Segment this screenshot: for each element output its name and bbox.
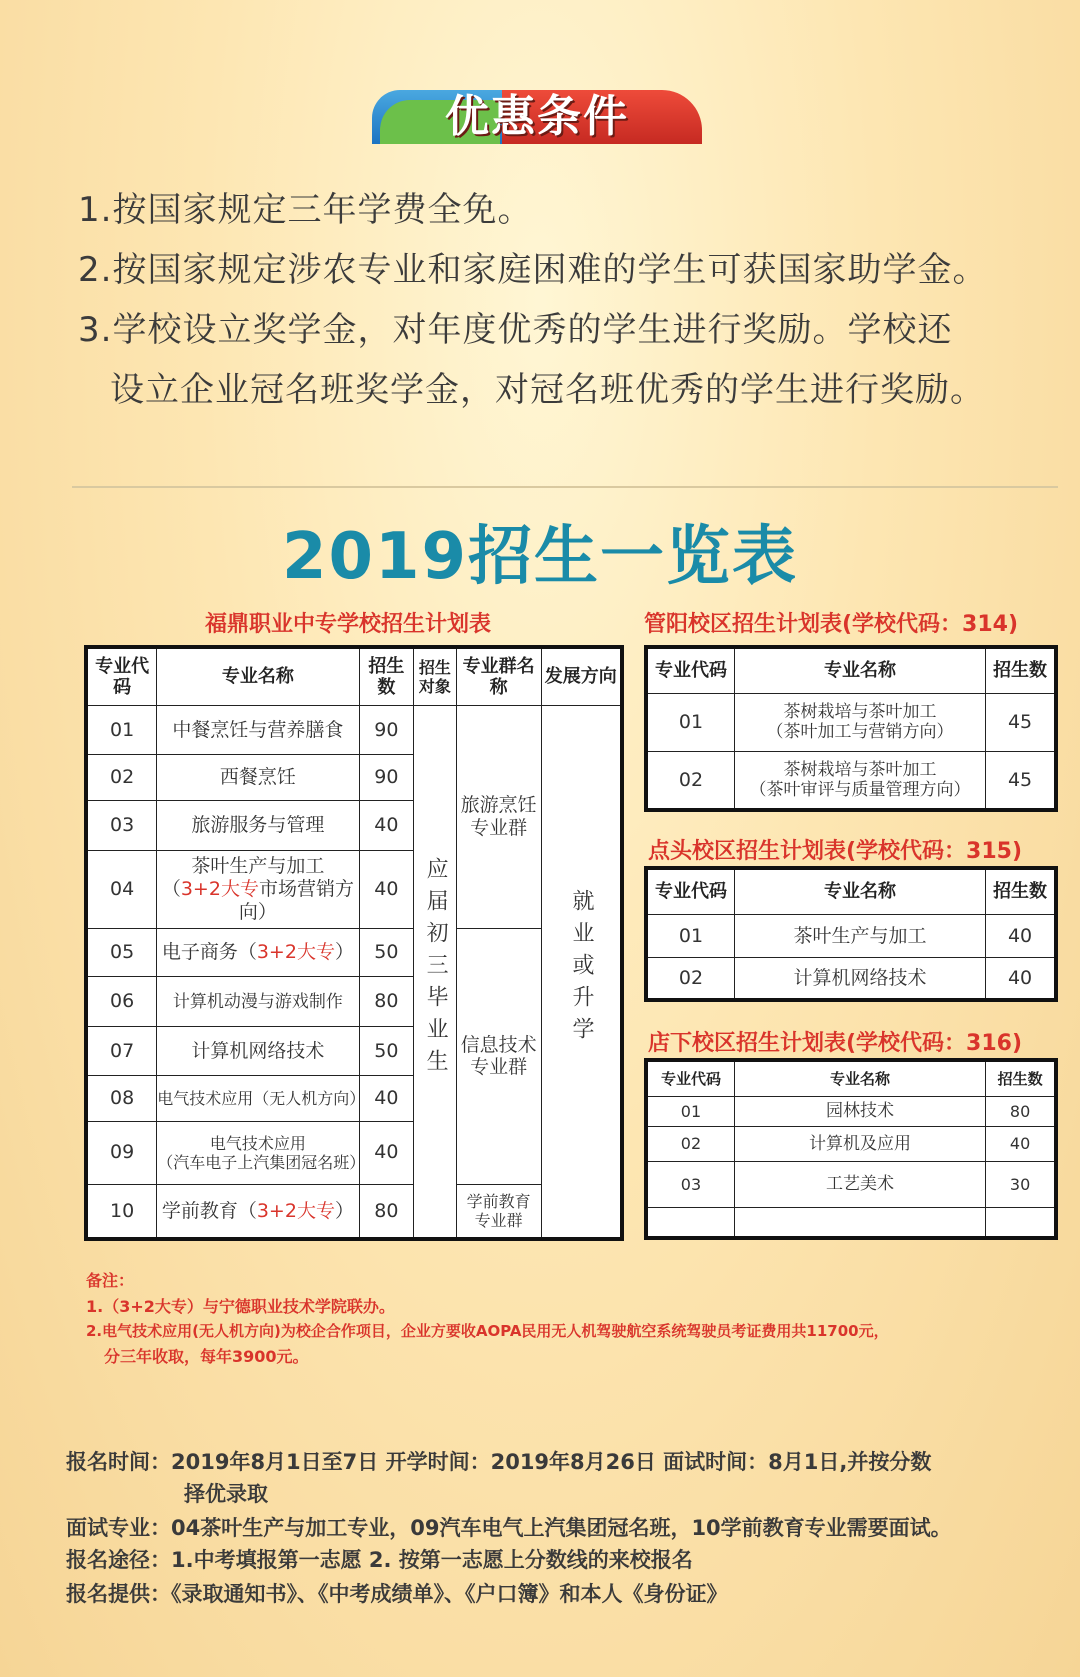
count-cell: 80 [986,1096,1056,1126]
name-cell: 园林技术 [734,1096,985,1126]
code-cell: 09 [86,1121,157,1184]
name-cell: 计算机网络技术 [734,957,985,1000]
code-cell: 05 [86,928,157,976]
name-paren: （ [161,878,181,901]
code-cell: 02 [646,1127,734,1161]
count-cell: 50 [359,1027,414,1075]
name-highlight: 3+2大专 [256,941,335,963]
name-highlight: 3+2大专 [180,878,259,901]
guanyang-plan-table [644,645,1058,812]
group-cell [456,928,541,1184]
code-cell: 06 [86,977,157,1027]
main-plan-table [84,645,624,1241]
main-table-title: 福鼎职业中专学校招生计划表 [205,612,492,637]
count-cell: 40 [359,851,414,929]
count-cell: 40 [359,1075,414,1121]
info-registration-method: 报名途径：1.中考填报第一志愿 2. 按第一志愿上分数线的来校报名 [66,1548,693,1572]
name-cell: 工艺美术 [734,1161,985,1208]
code-cell: 02 [646,957,734,1000]
direction-text: 就业或升学 [568,888,594,1049]
header-cell: 专业群名称 [456,647,541,706]
header-cell: 专业代码 [646,868,734,915]
table-row [646,957,1056,1000]
name-text: 电子商务（ [161,941,257,963]
header-cell: 招生数 [986,868,1056,915]
code-cell: 01 [86,706,157,754]
group-l1: 信息技术 [460,1033,537,1056]
diantou-table-title: 点头校区招生计划表(学校代码：315) [648,839,1023,864]
header-cell: 招生数 [986,647,1056,693]
dianxia-plan-table [644,1058,1058,1240]
count-cell: 40 [986,957,1056,1000]
name-close: ） [334,941,354,963]
count-cell: 40 [986,915,1056,958]
name-cell [157,1121,366,1184]
note-1: 1.（3+2大专）与宁德职业技术学院联办。 [86,1297,395,1316]
name-line1: 茶叶生产与加工 [191,855,325,878]
table-row [646,693,1056,751]
empty-cell [646,1208,734,1238]
name-cell [734,693,985,751]
name-cell: 电气技术应用（无人机方向） [157,1075,359,1121]
name-line1: 电气技术应用 [209,1133,306,1153]
name-line2: （茶叶审评与质量管理方向） [749,780,971,801]
name-text: 学前教育（ [161,1199,257,1222]
name-close: ） [334,1199,354,1222]
code-cell: 03 [86,800,157,850]
header-cell: 招生对象 [414,647,456,706]
empty-cell [986,1208,1056,1238]
benefit-2: 2.按国家规定涉农专业和家庭困难的学生可获国家助学金。 [78,250,988,290]
benefit-3: 3.学校设立奖学金，对年度优秀的学生进行奖励。学校还 [78,310,953,350]
name-line2: （汽车电子上汽集团冠名班） [157,1152,366,1172]
header-cell: 专业名称 [734,1060,985,1096]
page-title: 2019招生一览表 [281,520,799,594]
count-cell: 90 [359,754,414,800]
table-row [86,706,622,754]
table-row [646,1161,1056,1208]
group-l1: 学前教育 [466,1191,531,1211]
dianxia-table-title: 店下校区招生计划表(学校代码：316) [648,1031,1023,1056]
divider [72,486,1058,488]
info-interview-majors: 面试专业：04茶叶生产与加工专业，09汽车电气上汽集团冠名班，10学前教育专业需要面试。 [66,1516,952,1540]
code-cell: 01 [646,1096,734,1126]
count-cell: 40 [359,800,414,850]
group-l2: 专业群 [474,1210,523,1230]
name-line2: （茶叶加工与营销方向） [766,722,954,743]
code-cell: 03 [646,1161,734,1208]
table-row [646,1096,1056,1126]
table-row [646,915,1056,958]
note-2-cont: 分三年收取，每年3900元。 [104,1347,309,1366]
name-cell: 计算机及应用 [734,1127,985,1161]
header-cell: 招生数 [986,1060,1056,1096]
group-cell [456,706,541,929]
table-header-row [646,647,1056,693]
name-cell [734,752,985,810]
count-cell: 40 [986,1127,1056,1161]
name-highlight: 3+2大专 [256,1199,335,1222]
table-row [646,752,1056,810]
header-cell: 专业代码 [86,647,157,706]
name-cell: 旅游服务与管理 [157,800,359,850]
table-header-row [646,868,1056,915]
benefit-3-cont: 设立企业冠名班奖学金，对冠名班优秀的学生进行奖励。 [110,370,985,410]
direction-cell [541,706,622,1239]
info-registration-time-cont: 择优录取 [184,1482,268,1506]
target-text: 应届初三毕业生 [423,856,449,1081]
diantou-plan-table [644,866,1058,1002]
code-cell: 02 [86,754,157,800]
group-cell [456,1184,541,1239]
count-cell: 45 [986,693,1056,751]
code-cell: 01 [646,693,734,751]
header-cell: 专业代码 [646,647,734,693]
info-registration-time: 报名时间：2019年8月1日至7日 开学时间：2019年8月26日 面试时间：8月1日,并按分数 [66,1450,932,1474]
code-cell: 02 [646,752,734,810]
table-row [646,1127,1056,1161]
header-cell: 专业名称 [734,868,985,915]
name-cell [157,1184,359,1239]
group-l2: 专业群 [470,1056,528,1079]
name-cell [157,851,359,929]
name-line1: 茶树栽培与茶叶加工 [783,702,937,723]
header-cell: 招生数 [359,647,414,706]
header-cell: 专业名称 [734,647,985,693]
table-row-empty [646,1208,1056,1238]
name-cell: 中餐烹饪与营养膳食 [157,706,359,754]
code-cell: 04 [86,851,157,929]
group-l1: 旅游烹饪 [460,794,537,817]
header-cell: 发展方向 [541,647,622,706]
name-cell: 计算机动漫与游戏制作 [157,977,359,1027]
note-2: 2.电气技术应用(无人机方向)为校企合作项目，企业方要收AOPA民用无人机驾驶航空系统驾驶员考证费用共11700元， [86,1322,889,1340]
count-cell: 45 [986,752,1056,810]
count-cell: 30 [986,1161,1056,1208]
group-l2: 专业群 [470,817,528,840]
empty-cell [734,1208,985,1238]
count-cell: 80 [359,977,414,1027]
name-rest: 市场营销方向） [238,878,354,923]
count-cell: 40 [359,1121,414,1184]
banner-title: 优惠条件 [445,91,629,142]
name-cell: 茶叶生产与加工 [734,915,985,958]
name-line1: 茶树栽培与茶叶加工 [783,759,937,780]
table-header-row [646,1060,1056,1096]
count-cell: 80 [359,1184,414,1239]
notes-label: 备注： [86,1271,135,1290]
info-required-documents: 报名提供：《录取通知书》、《中考成绩单》、《户口簿》和本人《身份证》 [66,1582,728,1606]
name-cell [157,928,359,976]
header-cell: 专业名称 [157,647,359,706]
table-header-row [86,647,622,706]
count-cell: 50 [359,928,414,976]
header-cell: 专业代码 [646,1060,734,1096]
section-banner [372,90,702,144]
count-cell: 90 [359,706,414,754]
name-cell: 计算机网络技术 [157,1027,359,1075]
code-cell: 08 [86,1075,157,1121]
guanyang-table-title: 管阳校区招生计划表(学校代码：314) [644,612,1019,637]
code-cell: 01 [646,915,734,958]
target-cell [414,706,456,1239]
code-cell: 10 [86,1184,157,1239]
benefit-1: 1.按国家规定三年学费全免。 [78,190,533,230]
code-cell: 07 [86,1027,157,1075]
name-cell: 西餐烹饪 [157,754,359,800]
